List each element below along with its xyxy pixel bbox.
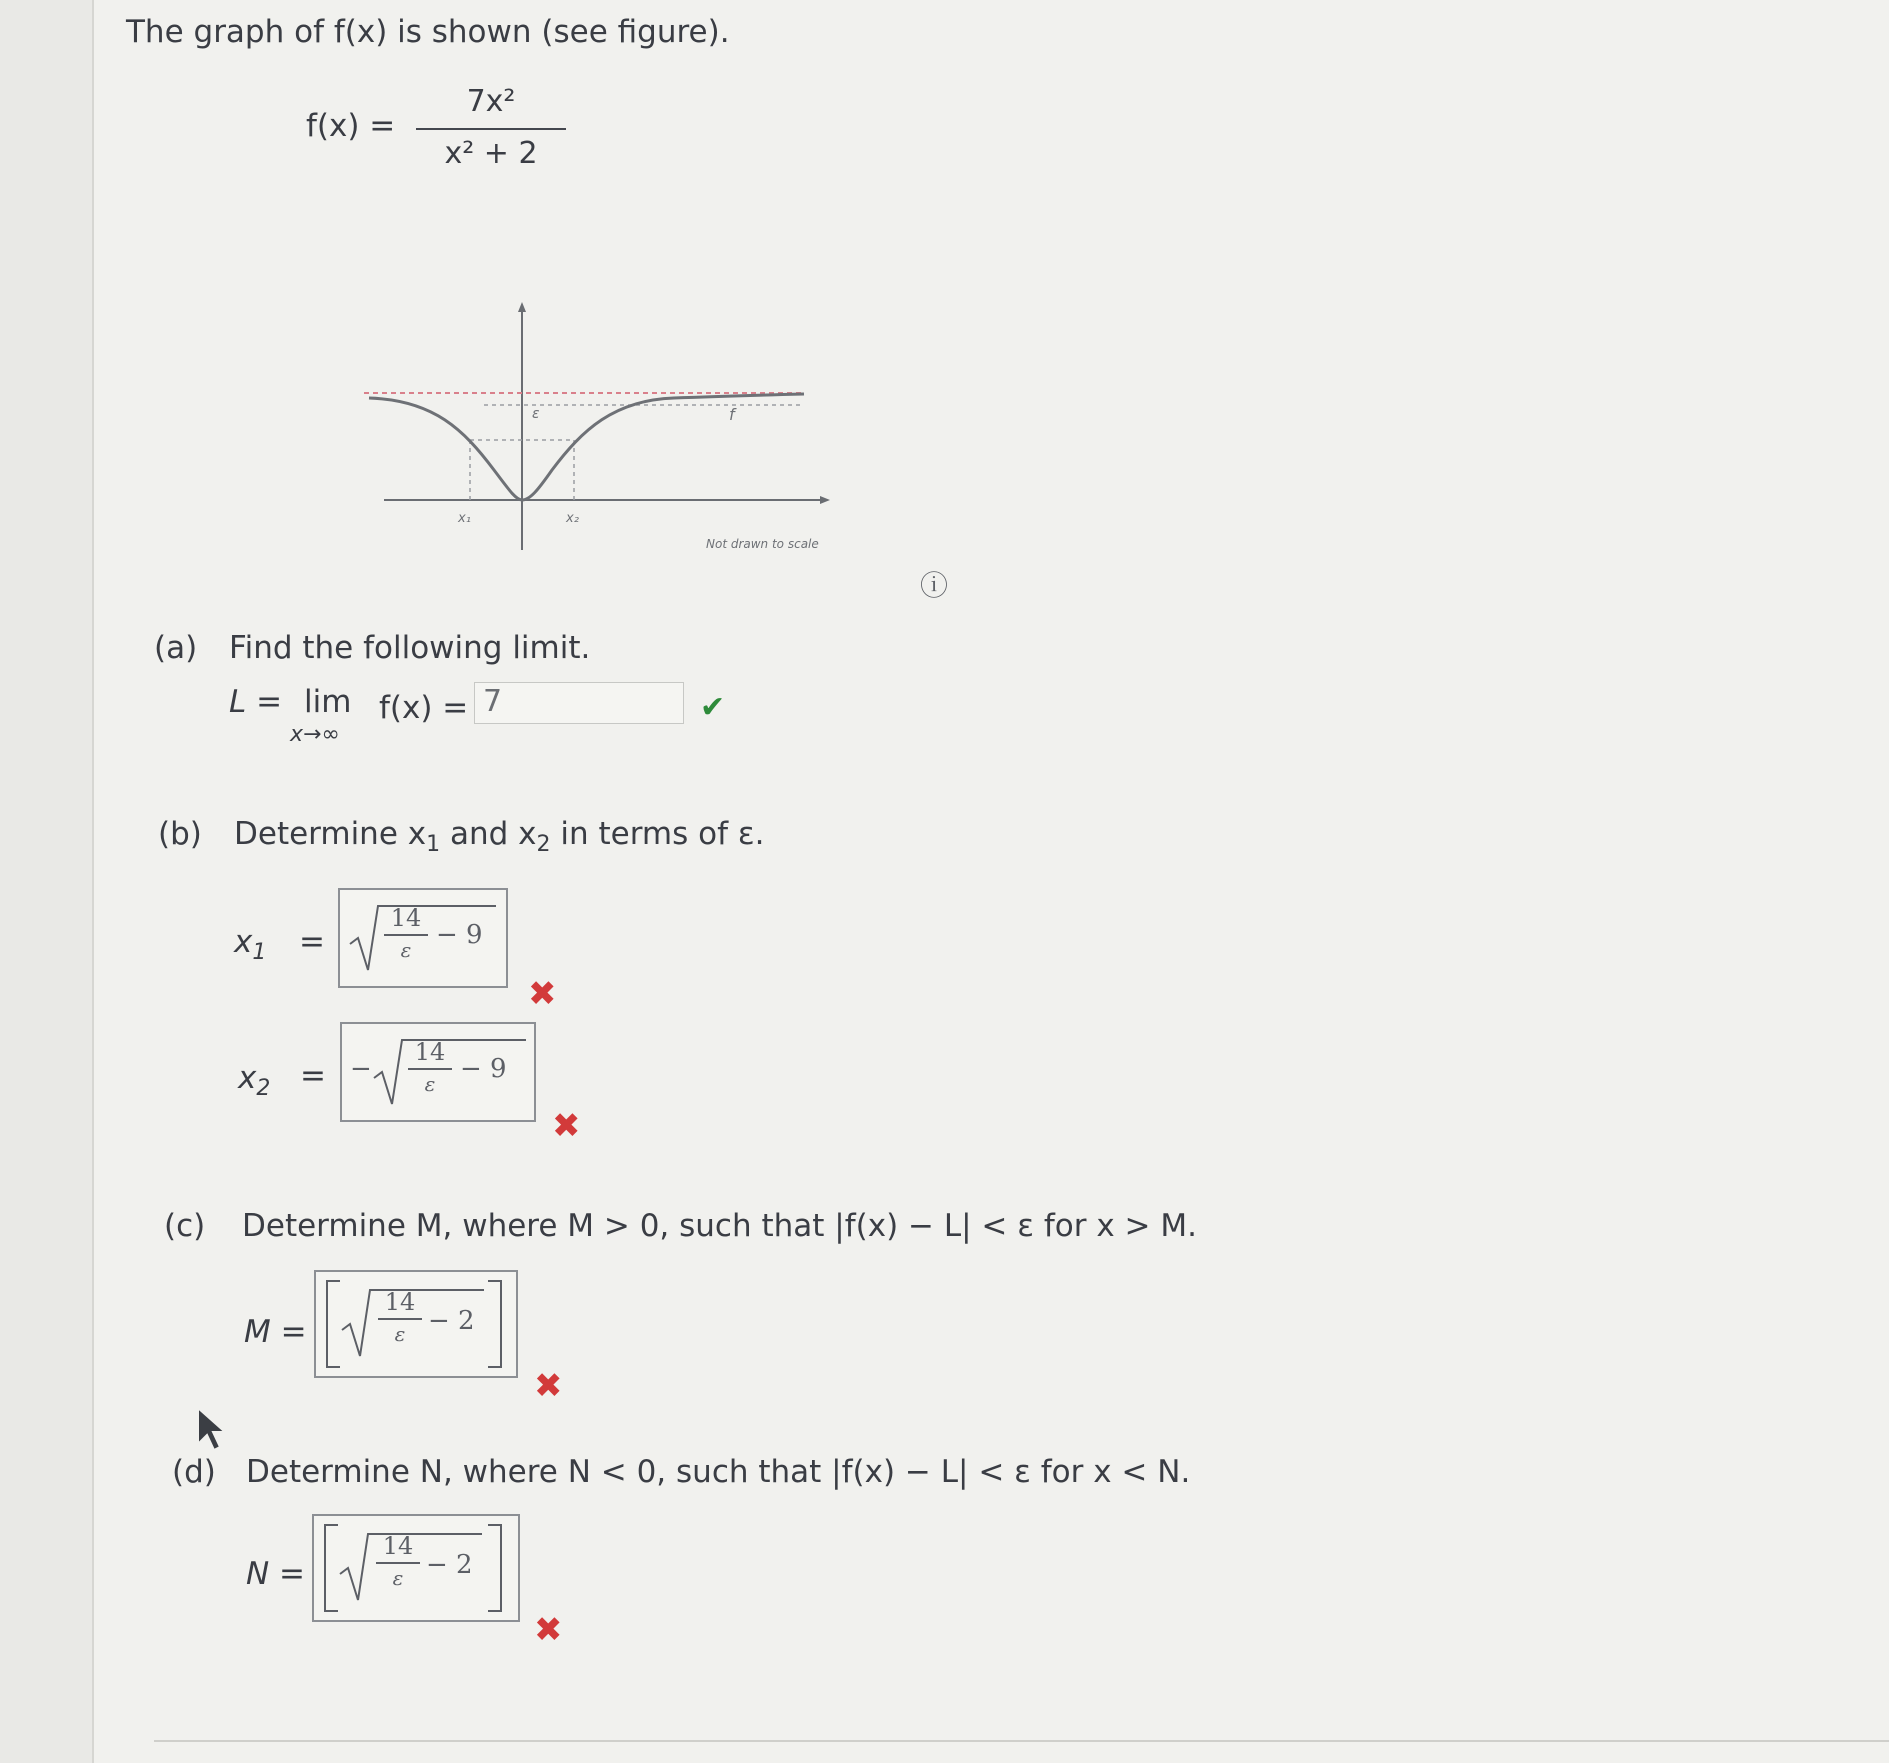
part-a-prompt: Find the following limit. bbox=[229, 630, 591, 666]
bottom-divider bbox=[154, 1740, 1889, 1742]
part-c-numerator: 14 bbox=[384, 1288, 416, 1316]
part-d-fraction-bar bbox=[376, 1562, 420, 1564]
y-axis-arrow bbox=[518, 302, 526, 312]
mouse-cursor-icon bbox=[194, 1406, 230, 1452]
part-d-incorrect-icon: ✖ bbox=[534, 1610, 563, 1650]
part-d-prompt: Determine N, where N < 0, such that |f(x) − L| < ε for x < N. bbox=[246, 1454, 1191, 1490]
x2-denominator: ε bbox=[424, 1072, 436, 1096]
x1-label: x₁ bbox=[458, 511, 471, 526]
part-c-left-bracket bbox=[326, 1280, 340, 1368]
part-b-tag: (b) bbox=[158, 816, 202, 852]
part-d-right-bracket bbox=[488, 1524, 502, 1612]
part-d-tail: − 2 bbox=[426, 1550, 473, 1580]
x2-sign: − bbox=[350, 1054, 372, 1084]
x1-lhs: $x_1$ bbox=[234, 924, 267, 966]
x1-denominator: ε bbox=[400, 938, 412, 962]
x1-equals: = bbox=[299, 924, 325, 960]
x2-answer-box[interactable] bbox=[340, 1022, 536, 1122]
part-a-answer-input[interactable]: 7 bbox=[474, 682, 684, 724]
x-axis-arrow bbox=[820, 496, 830, 504]
x1-answer-box[interactable] bbox=[338, 888, 508, 988]
part-a-tag: (a) bbox=[154, 630, 198, 666]
f-curve bbox=[369, 394, 804, 500]
part-d-lhs: N = bbox=[246, 1556, 306, 1592]
x2-label: x₂ bbox=[566, 511, 579, 526]
function-numerator: 7x² bbox=[466, 84, 516, 119]
part-d-numerator: 14 bbox=[382, 1532, 414, 1560]
info-icon[interactable]: ⓘ bbox=[920, 569, 949, 602]
question-panel bbox=[92, 0, 1889, 1763]
x2-lhs: $x_2$ bbox=[238, 1060, 271, 1102]
part-d-tag: (d) bbox=[172, 1454, 216, 1490]
part-c-tail: − 2 bbox=[428, 1306, 475, 1336]
part-c-right-bracket bbox=[488, 1280, 502, 1368]
x2-fraction-bar bbox=[408, 1068, 452, 1070]
x2-equals: = bbox=[300, 1058, 326, 1094]
part-a-lim: lim bbox=[304, 684, 352, 720]
part-c-tag: (c) bbox=[164, 1208, 206, 1244]
x2-numerator: 14 bbox=[414, 1038, 446, 1066]
function-fraction-bar bbox=[416, 128, 566, 130]
part-c-answer-box[interactable] bbox=[314, 1270, 518, 1378]
part-d-denominator: ε bbox=[392, 1566, 404, 1590]
f-label: f bbox=[729, 405, 735, 424]
function-graph bbox=[334, 300, 854, 560]
x1-fraction-bar bbox=[384, 934, 428, 936]
x1-tail: − 9 bbox=[436, 920, 483, 950]
part-a-correct-icon: ✔ bbox=[700, 690, 726, 725]
x2-tail: − 9 bbox=[460, 1054, 507, 1084]
function-denominator: x² + 2 bbox=[444, 136, 538, 171]
part-b-prompt: Determine $x_1$ and $x_2$ in terms of ε. bbox=[234, 816, 765, 858]
part-d-left-bracket bbox=[324, 1524, 338, 1612]
scale-note: Not drawn to scale bbox=[706, 537, 819, 551]
x1-numerator: 14 bbox=[390, 904, 422, 932]
part-a-fx-equals: f(x) = bbox=[379, 690, 469, 726]
part-c-fraction-bar bbox=[378, 1318, 422, 1320]
part-c-prompt: Determine M, where M > 0, such that |f(x) − L| < ε for x > M. bbox=[242, 1208, 1197, 1244]
part-d-answer-box[interactable] bbox=[312, 1514, 520, 1622]
x2-incorrect-icon: ✖ bbox=[552, 1106, 581, 1146]
problem-intro: The graph of f(x) is shown (see figure). bbox=[126, 14, 730, 50]
part-a-lim-subscript: x→∞ bbox=[290, 722, 340, 747]
function-lhs: f(x) = bbox=[306, 108, 396, 144]
x1-incorrect-icon: ✖ bbox=[528, 974, 557, 1014]
part-a-L-equals: L = bbox=[229, 684, 283, 720]
part-c-incorrect-icon: ✖ bbox=[534, 1366, 563, 1406]
part-c-denominator: ε bbox=[394, 1322, 406, 1346]
epsilon-label: ε bbox=[532, 406, 540, 422]
part-c-lhs: M = bbox=[244, 1314, 307, 1350]
